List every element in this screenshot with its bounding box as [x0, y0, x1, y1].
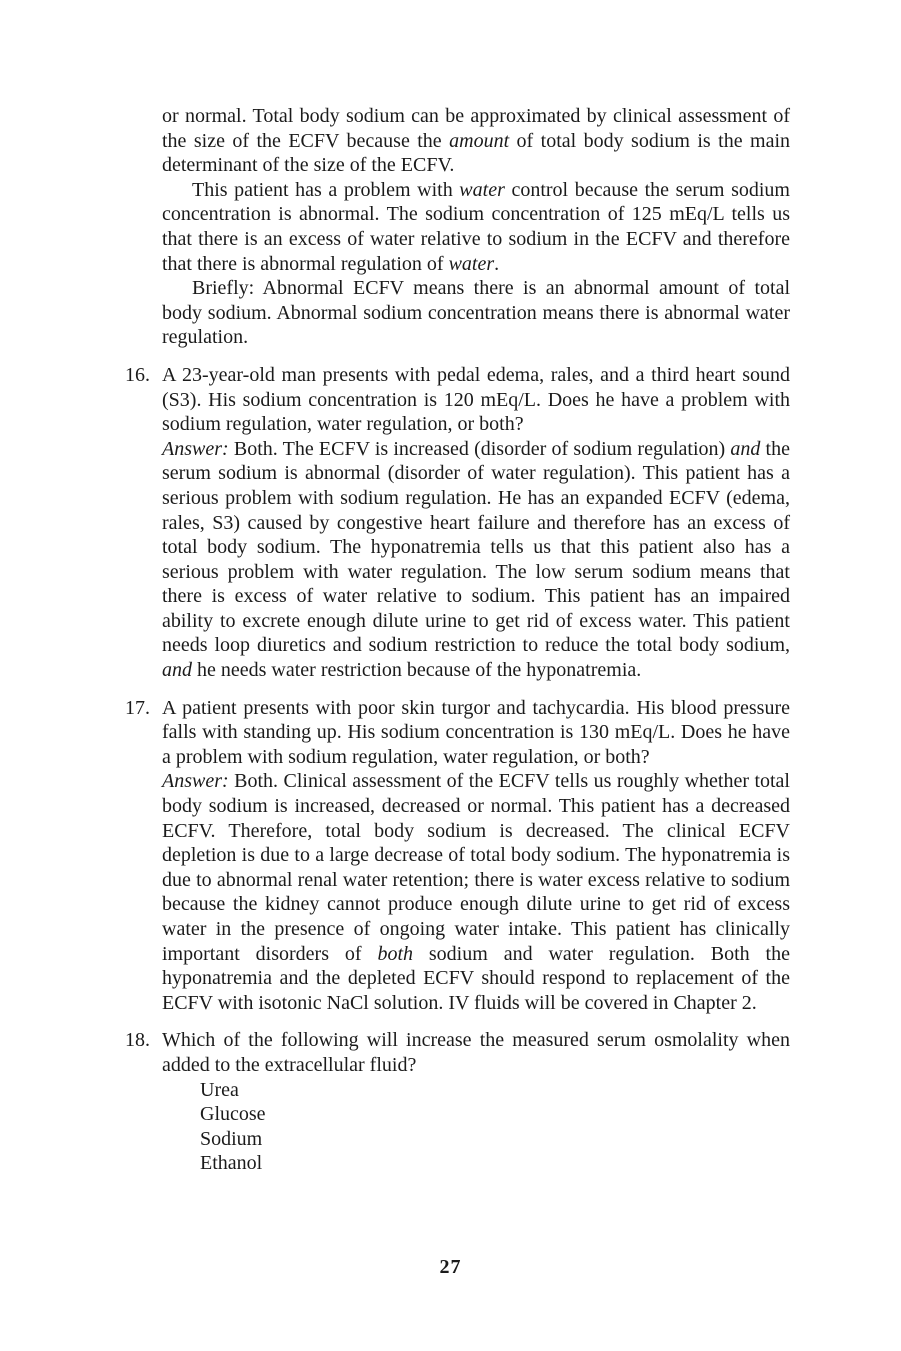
question-body [162, 1028, 790, 1176]
question-item-17 [125, 696, 790, 1016]
option-item: Urea [200, 1078, 239, 1101]
option-item: Sodium [200, 1127, 263, 1150]
body-paragraph: or normal. Total body sodium can be approximated by clinical assessment of the size of the ECFV because the amount of total body sodium is the main determinant of the size of the ECFV. [162, 105, 790, 177]
body-paragraph: This patient has a problem with water control because the serum sodium concentration is abnormal. The sodium concentration of 125 mEq/L tells us that there is an excess of water relative to sodium in the ECFV and therefore that there is abnormal regulation of water. [162, 178, 790, 275]
question-number: 17. [125, 696, 150, 719]
question-body [162, 696, 790, 1016]
page-number: 27 [439, 1256, 462, 1278]
options-list [200, 1078, 790, 1176]
question-body [162, 363, 790, 683]
option-item: Glucose [200, 1103, 266, 1126]
question-text: Which of the following will increase the measured serum osmolality when added to the extracellular fluid? [162, 1029, 790, 1076]
question-text: A patient presents with poor skin turgor and tachycardia. His blood pressure falls with standing up. His sodium concentration is 130 mEq/L. Does he have a problem with sodium regulation, water regulation, or both? [162, 696, 790, 768]
answer-text: Answer: Both. The ECFV is increased (disorder of sodium regulation) and the serum sodium is abnormal (disorder of water regulation). This patient has a serious problem with sodium regulation. He has an expanded ECFV (edema, rales, S3) caused by congestive heart failure and therefore has an excess of total body sodium. The hyponatremia tells us that this patient also has a serious problem with water regulation. The low serum sodium means that there is excess of water relative to sodium. This patient has an impaired ability to excrete enough dilute urine to get rid of excess water. This patient needs loop diuretics and sodium restriction to reduce the total body sodium, and he needs water restriction because of the hyponatremia. [162, 437, 790, 682]
question-text: A 23-year-old man presents with pedal edema, rales, and a third heart sound (S3). His sodium concentration is 120 mEq/L. Does he have a problem with sodium regulation, water regulation, or both? [162, 363, 790, 436]
question-item-16 [125, 363, 790, 683]
page-body [125, 104, 790, 1176]
continuation-block [162, 104, 790, 350]
question-item-18 [125, 1028, 790, 1176]
question-number: 16. [125, 363, 150, 386]
option-item: Ethanol [200, 1152, 263, 1175]
body-paragraph: Briefly: Abnormal ECFV means there is an abnormal amount of total body sodium. Abnormal sodium concentration means there is abnormal water regulation. [162, 277, 790, 349]
answer-text: Answer: Both. Clinical assessment of the ECFV tells us roughly whether total body sodium is increased, decreased or normal. This patient has a decreased ECFV. Therefore, total body sodium is decreased. The clinical ECFV depletion is due to a large decrease of total body sodium. The hyponatremia is due to abnormal renal water retention; there is water excess relative to sodium because the kidney cannot produce enough dilute urine to get rid of excess water in the presence of ongoing water intake. This patient has clinically important disorders of both sodium and water regulation. Both the hyponatremia and the depleted ECFV should respond to replacement of the ECFV with isotonic NaCl solution. IV fluids will be covered in Chapter 2. [162, 770, 790, 1014]
question-number: 18. [125, 1029, 150, 1052]
